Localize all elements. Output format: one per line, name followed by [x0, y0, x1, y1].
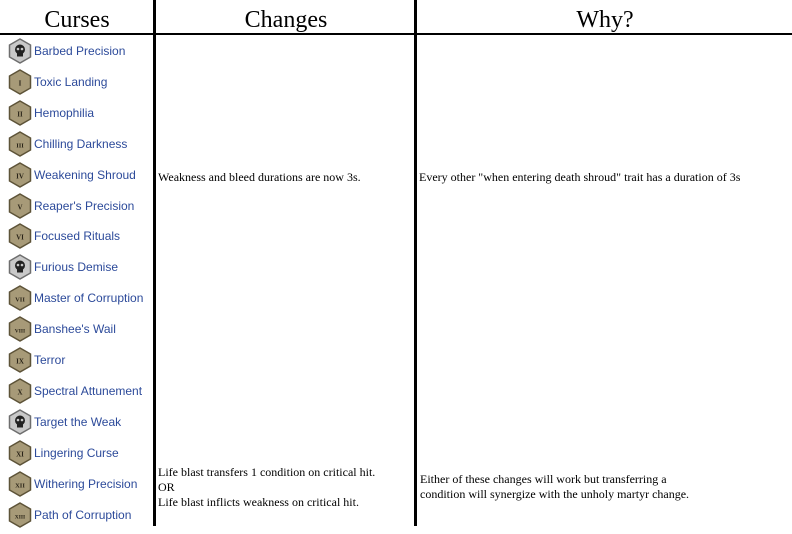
change-withering-line-2: OR [158, 480, 175, 494]
trait-badge-numeral: II [17, 110, 23, 119]
trait-badge-numeral: VII [15, 296, 25, 304]
trait-link[interactable]: Withering Precision [34, 476, 138, 491]
trait-link[interactable]: Hemophilia [34, 105, 95, 120]
trait-badge-numeral: VIII [14, 328, 26, 335]
trait-badge-icon [8, 285, 32, 311]
trait-link[interactable]: Banshee's Wail [34, 322, 116, 337]
trait-link[interactable]: Barbed Precision [34, 44, 126, 58]
trait-row [8, 284, 143, 312]
trait-badge-numeral: IV [16, 172, 24, 181]
trait-row [8, 68, 107, 96]
trait-badge-icon [8, 378, 32, 404]
change-withering-line-1: Life blast transfers 1 condition on critical hit. [158, 465, 376, 479]
trait-badge-icon [8, 162, 32, 188]
change-weakening-shroud: Weakness and bleed durations are now 3s. [158, 170, 361, 184]
trait-badge-numeral: XI [16, 450, 24, 459]
trait-badge-numeral: XII [15, 482, 25, 490]
header-curses: Curses [44, 7, 110, 33]
why-withering-precision [420, 472, 689, 502]
trait-link[interactable]: Target the Weak [34, 414, 122, 429]
trait-row [8, 470, 137, 498]
column-divider-2 [414, 0, 417, 526]
trait-badge-icon [8, 471, 32, 497]
trait-row [8, 161, 136, 189]
trait-row [8, 192, 134, 220]
trait-link[interactable]: Chilling Darkness [34, 136, 128, 151]
skull-icon [8, 409, 32, 435]
trait-badge-icon [8, 131, 32, 157]
trait-badge-numeral: X [17, 388, 23, 397]
trait-badge-icon [8, 193, 32, 219]
trait-row [8, 346, 65, 374]
trait-badge-numeral: I [18, 79, 22, 88]
trait-row [8, 253, 118, 281]
trait-badge-numeral: V [17, 203, 23, 211]
why-withering-line-2: condition will synergize with the unholy martyr change. [420, 487, 690, 501]
trait-row [8, 99, 94, 127]
header-divider [0, 33, 792, 35]
header-changes: Changes [244, 7, 328, 33]
trait-link[interactable]: Toxic Landing [34, 74, 108, 89]
trait-badge-icon [8, 100, 32, 126]
trait-badge-icon [8, 316, 32, 342]
change-withering-line-3: Life blast inflicts weakness on critical hit. [158, 495, 359, 509]
trait-badge-numeral: IX [16, 357, 24, 366]
why-weakening-shroud: Every other "when entering death shroud" trait has a duration of 3s [419, 170, 741, 184]
trait-link[interactable]: Reaper's Precision [34, 198, 135, 213]
trait-badge-icon [8, 69, 32, 95]
trait-badge-numeral: VI [16, 233, 24, 242]
trait-badge-icon [8, 440, 32, 466]
trait-row [8, 501, 131, 529]
trait-row [8, 37, 125, 65]
trait-badge-numeral: III [16, 142, 24, 150]
trait-badge-icon [8, 502, 32, 528]
trait-row [8, 377, 142, 405]
trait-link[interactable]: Furious Demise [34, 260, 119, 275]
skull-icon [8, 254, 32, 280]
trait-row [8, 315, 116, 343]
trait-row [8, 130, 127, 158]
trait-badge-icon [8, 223, 32, 249]
trait-row [8, 408, 121, 436]
trait-link[interactable]: Lingering Curse [34, 445, 119, 460]
trait-link[interactable]: Master of Corruption [34, 291, 144, 306]
trait-badge-numeral: XIII [14, 514, 26, 520]
trait-row [8, 222, 120, 250]
trait-badge-icon [8, 347, 32, 373]
why-withering-line-1: Either of these changes will work but transferring a [420, 472, 667, 486]
trait-link[interactable]: Terror [34, 353, 66, 367]
trait-link[interactable]: Focused Rituals [34, 229, 121, 244]
header-why: Why? [576, 7, 634, 33]
change-withering-precision [158, 465, 375, 510]
trait-link[interactable]: Path of Corruption [34, 507, 132, 522]
column-divider-1 [153, 0, 156, 526]
trait-link[interactable]: Weakening Shroud [34, 167, 136, 182]
trait-row [8, 439, 119, 467]
skull-icon [8, 38, 32, 64]
trait-link[interactable]: Spectral Attunement [34, 383, 143, 398]
